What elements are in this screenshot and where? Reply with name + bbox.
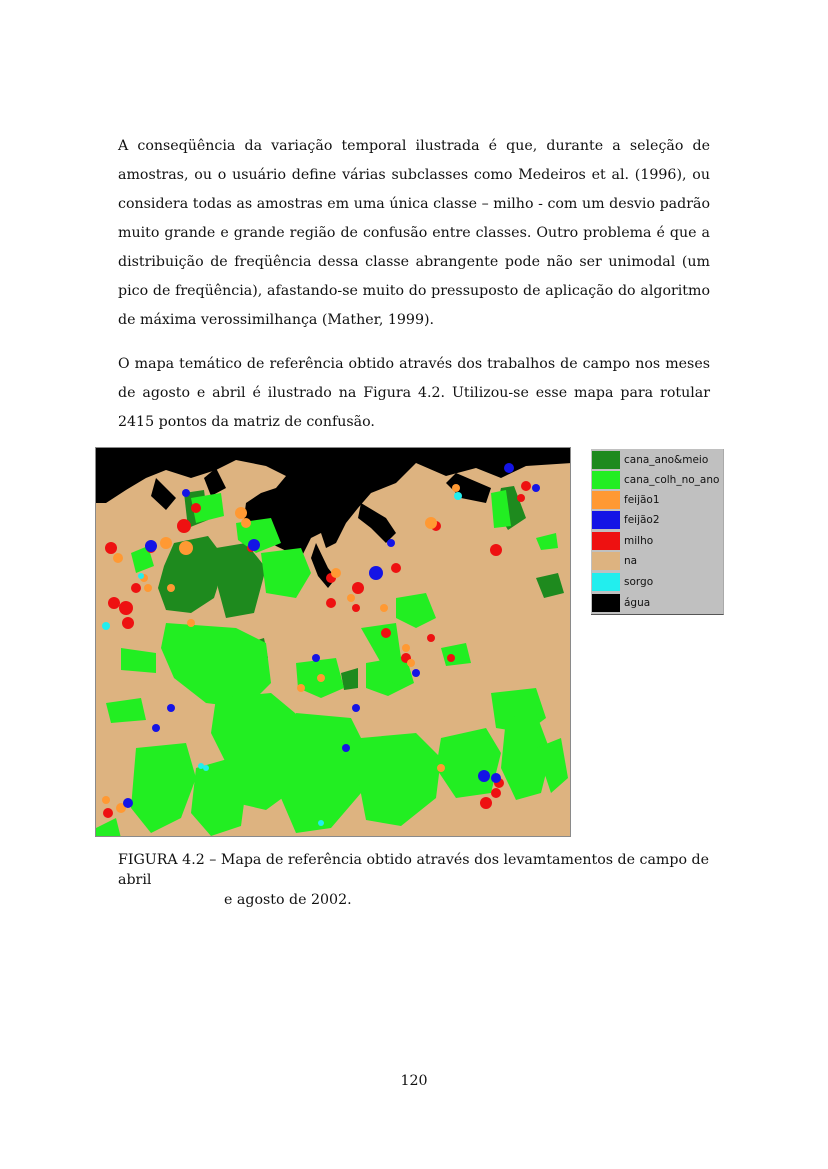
legend-label: cana_ano&meio [624, 454, 709, 466]
legend-item-milho [591, 531, 723, 551]
legend-swatch [592, 532, 620, 550]
field-dark-green [216, 543, 266, 618]
field-bright-green [536, 533, 558, 550]
reference-map-graphic [96, 448, 571, 837]
legend-label: sorgo [624, 576, 654, 588]
field-bright-green [106, 698, 146, 723]
field-bright-green [436, 728, 501, 798]
legend-item-na [591, 551, 723, 571]
legend-label: feijão2 [624, 514, 660, 526]
legend-label: na [624, 555, 638, 567]
legend-swatch [592, 511, 620, 529]
legend-item-sorgo [591, 572, 723, 592]
field-bright-green [261, 548, 311, 598]
legend-swatch [592, 491, 620, 509]
reference-map [95, 447, 571, 837]
legend-item-agua [591, 593, 723, 613]
field-bright-green [121, 648, 156, 673]
legend-swatch [592, 471, 620, 489]
legend-item-feijao1 [591, 490, 723, 510]
page-number: 120 [400, 1073, 428, 1089]
field-bright-green [358, 733, 441, 826]
water-inlet [358, 503, 396, 543]
field-bright-green [361, 623, 401, 663]
paragraph-1: A conseqüência da variação temporal ilustrada é que, durante a seleção de amostras, ou o usuário define várias subclasses como Medeiros et al. (1996), ou considera todas as amostras em uma única classe – milho - com um desvio padrão muito grande e grande região de confusão entre classes. Outro problema é que a distribuição de freqüência dessa classe abrangente pode não ser unimodal (um pico de freqüência), afastando-se muito do pressuposto de aplicação do algoritmo de máxima verossimilhança (Mather, 1999). [118, 138, 710, 328]
field-dark-green [536, 573, 564, 598]
legend-label: cana_colh_no_ano [624, 474, 720, 486]
legend-swatch [592, 451, 620, 469]
field-bright-green [131, 743, 196, 833]
caption-line-2: e agosto de 2002. [224, 892, 352, 908]
legend-swatch [592, 573, 620, 591]
legend-item-feijao2 [591, 510, 723, 530]
legend-swatch [592, 552, 620, 570]
water-inlet [151, 478, 176, 510]
figure-caption [118, 850, 713, 910]
field-bright-green [396, 593, 436, 628]
map-legend [591, 449, 724, 615]
legend-label: feijão1 [624, 494, 660, 506]
field-bright-green [96, 818, 121, 837]
legend-label: milho [624, 535, 654, 547]
field-bright-green [441, 643, 471, 666]
caption-line-1: FIGURA 4.2 – Mapa de referência obtido através dos levamtamentos de campo de abril [118, 852, 709, 888]
legend-swatch [592, 594, 620, 612]
legend-label: água [624, 597, 651, 609]
paragraph-2: O mapa temático de referência obtido através dos trabalhos de campo nos meses de agosto e abril é ilustrado na Figura 4.2. Utilizou-se esse mapa para rotular 2415 pontos da matriz de confusão. [118, 356, 710, 430]
legend-item-cana-colh-no-ano [591, 470, 723, 490]
legend-item-cana-ano-meio [591, 450, 723, 470]
